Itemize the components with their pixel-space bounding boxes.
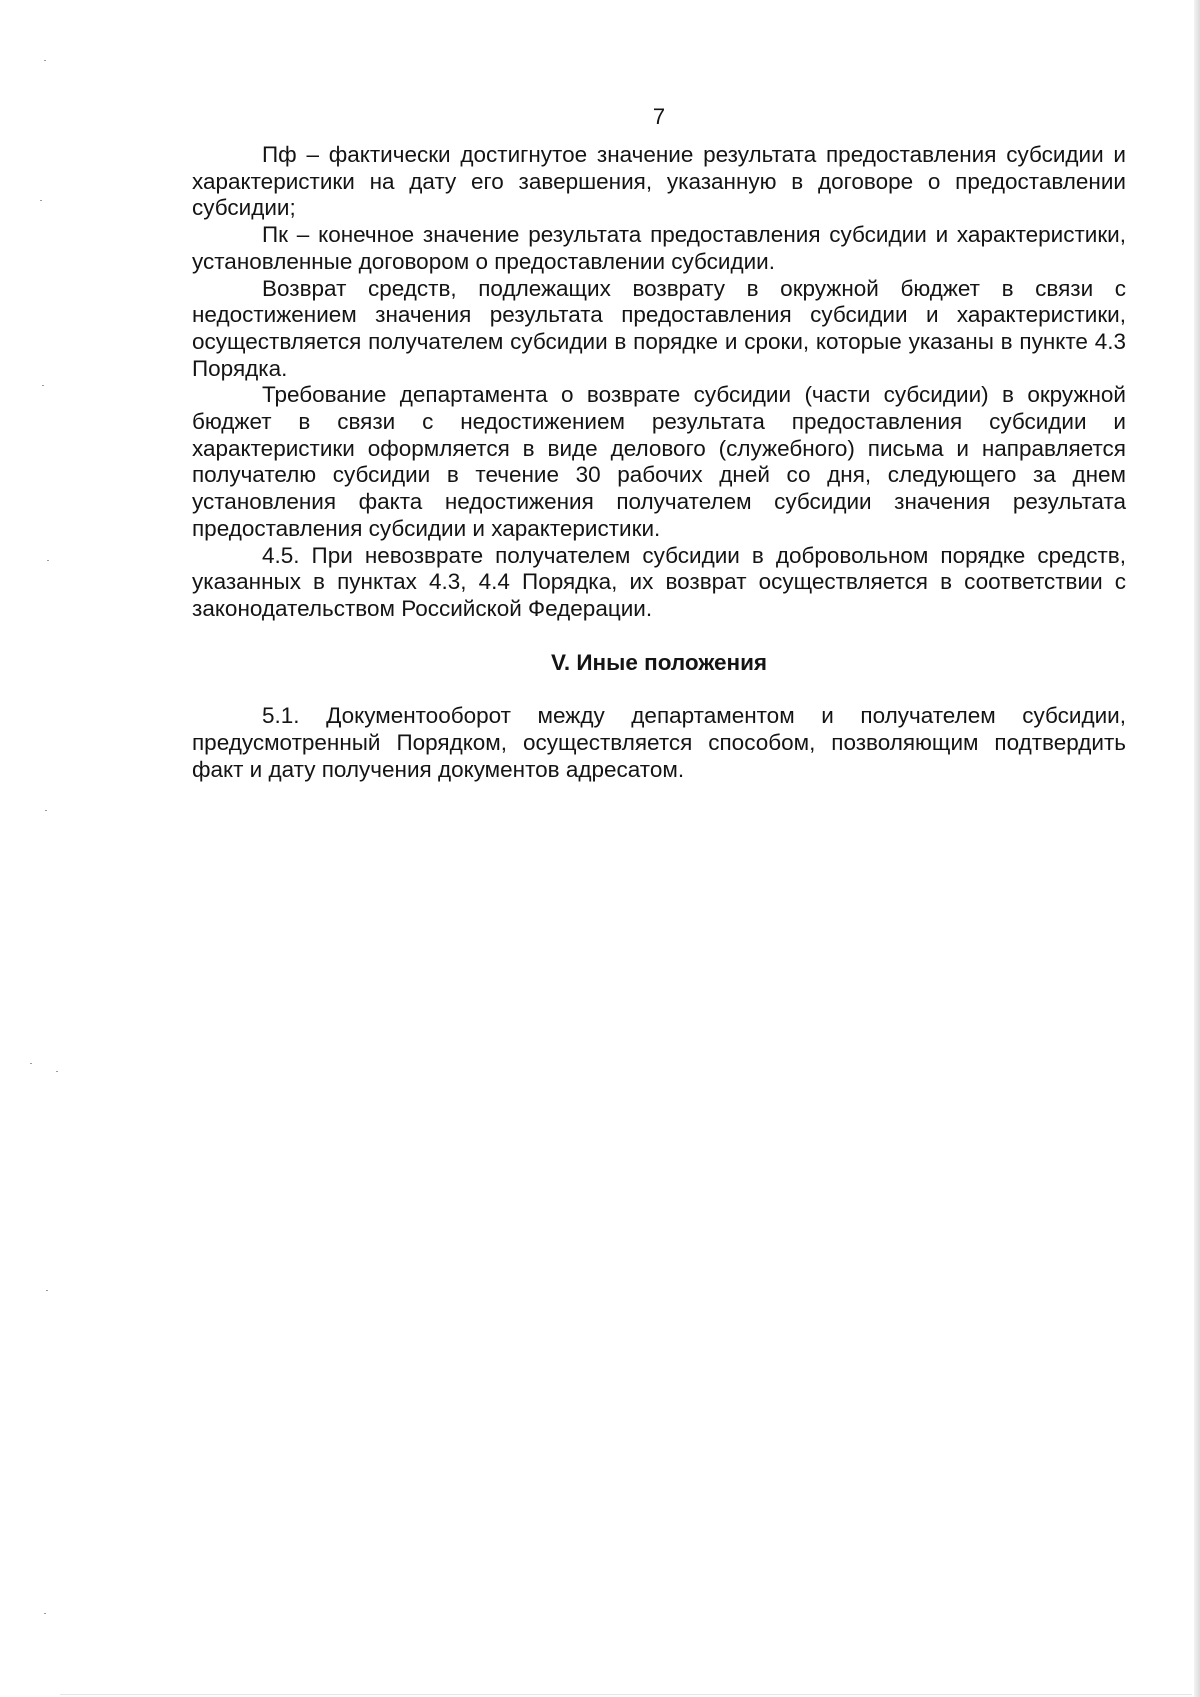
scan-speck [56,1071,58,1072]
scan-speck [44,1613,46,1614]
paragraph-pf-definition: Пф – фактически достигнутое значение результата предоставления субсидии и характеристики на дату его завершения, указанную в договоре о предоставлении субсидии; [192,142,1126,221]
scan-speck [30,1063,32,1064]
paragraph-5-1: 5.1. Документооборот между департаментом и получателем субсидии, предусмотренный Порядком, осуществляется способом, позволяющим подтвердить факт и дату получения документов адресатом. [192,703,1126,782]
document-body [192,142,1126,783]
scan-bottom-edge [60,1694,1192,1695]
scan-speck [45,810,47,811]
scan-speck [47,560,49,561]
scan-speck [42,385,44,386]
page-number: 7 [652,104,666,129]
paragraph-4-5: 4.5. При невозврате получателем субсидии в добровольном порядке средств, указанных в пунктах 4.3, 4.4 Порядка, их возврат осуществляется в соответствии с законодательством Российской Федерации. [192,542,1126,621]
paragraph-department-demand: Требование департамента о возврате субсидии (части субсидии) в окружной бюджет в связи с недостижением результата предоставления субсидии и характеристики оформляется в виде делового (служебного) письма и направляется получателю субсидии в течение 30 рабочих дней со дня, следующего за днем установления факта недостижения получателем субсидии значения результата предоставления субсидии и характеристики. [192,382,1126,541]
scan-speck [44,60,46,61]
paragraph-refund-procedure: Возврат средств, подлежащих возврату в окружной бюджет в связи с недостижением значения результата предоставления субсидии и характеристики, осуществляется получателем субсидии в порядке и сроки, которые указаны в пункте 4.3 Порядка. [192,275,1126,381]
scan-edge-shadow [1194,0,1200,1697]
scan-speck [46,1290,48,1291]
section-heading: V. Иные положения [550,649,768,675]
scan-speck [40,200,42,201]
paragraph-pk-definition: Пк – конечное значение результата предоставления субсидии и характеристики, установленные договором о предоставлении субсидии. [192,222,1126,274]
